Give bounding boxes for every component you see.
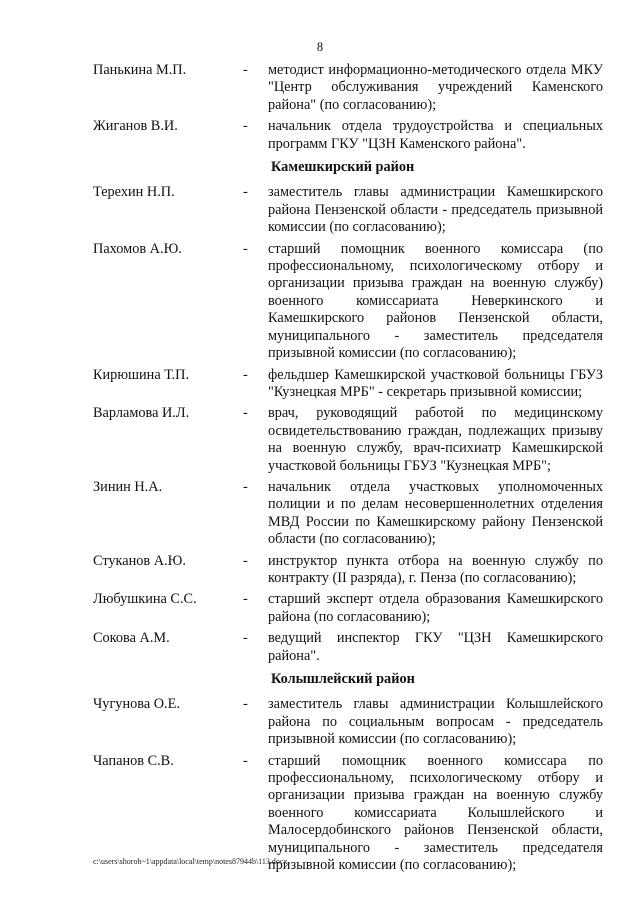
list-item [93,62,603,114]
member-name: Варламова И.Л. [93,405,190,422]
list-item [93,630,603,665]
member-name: Жиганов В.И. [93,118,178,135]
member-name: Чугунова О.Е. [93,696,180,713]
dash-separator: - [243,552,248,569]
member-name: Стуканов А.Ю. [93,552,186,569]
member-name: Терехин Н.П. [93,184,175,201]
member-role: старший эксперт отдела образования Камешкирского района (по согласованию); [268,591,603,625]
list-item [93,118,603,153]
member-name: Зинин Н.А. [93,478,163,495]
list-item [93,405,603,475]
member-name: Пахомов А.Ю. [93,240,182,257]
list-item [93,184,603,236]
page-number: 8 [316,40,324,54]
member-role: старший помощник военного комиссара по профессиональному, психологическому отбору и организации призыва граждан на военную службу военного комиссариата Колышлейского и Малосердобинского районов Пензенской области, муниципального - заместитель председателя призывной комиссии (по согласованию); [268,752,603,874]
commission-list [93,62,603,878]
list-item [93,479,603,549]
member-name: Сокова А.М. [93,630,170,647]
dash-separator: - [243,184,248,201]
member-role: заместитель главы администрации Камешкирского района Пензенской области - председатель призывной комиссии (по согласованию); [268,184,603,236]
section-heading: Колышлейский район [271,671,415,687]
section-heading: Камешкирский район [271,159,415,176]
member-role: методист информационно-методического отдела МКУ "Центр обслуживания учреждений Каменского района" (по согласованию); [268,62,603,113]
dash-separator: - [243,366,248,383]
member-name: Кирюшина Т.П. [93,366,190,383]
member-role: заместитель главы администрации Колышлейского района по социальным вопросам - председатель призывной комиссии (по согласованию); [268,696,603,748]
dash-separator: - [243,405,248,422]
dash-separator: - [243,696,248,713]
member-role: врач, руководящий работой по медицинскому освидетельствованию граждан, подлежащих призыву на военную службу, врач-психиатр Камешкирской участковой больницы ГБУЗ "Кузнецкая МРБ"; [268,405,603,474]
member-role: фельдшер Камешкирской участковой больницы ГБУЗ "Кузнецкая МРБ" - секретарь призывной комиссии; [268,366,603,400]
member-name: Чапанов С.В. [93,752,174,769]
dash-separator: - [243,240,248,257]
list-item [93,696,603,748]
list-item [93,367,603,402]
member-role: начальник отдела участковых уполномоченных полиции и по делам несовершеннолетних отделения МВД России по Камешкирскому району Пензенской области (по согласованию); [268,478,603,548]
dash-separator: - [243,591,248,608]
member-role: ведущий инспектор ГКУ "ЦЗН Камешкирского района". [268,630,603,664]
dash-separator: - [243,478,248,495]
member-role: начальник отдела трудоустройства и специальных программ ГКУ "ЦЗН Каменского района". [268,118,603,152]
list-item [93,553,603,588]
list-item [93,241,603,363]
dash-separator: - [243,118,248,135]
member-name: Панькина М.П. [93,62,187,78]
file-path-footer: c:\users\shoroh~1\appdata\local\temp\notes87944b\113.docx [93,857,288,866]
dash-separator: - [243,630,248,647]
dash-separator: - [243,62,248,78]
list-item [93,591,603,626]
member-name: Любушкина С.С. [93,591,197,608]
member-role: инструктор пункта отбора на военную службу по контракту (II разряда), г. Пенза (по согласованию); [268,552,603,586]
dash-separator: - [243,752,248,769]
member-role: старший помощник военного комиссара (по профессиональному, психологическому отбору и организации призыва граждан на военную службу) военного комиссариата Неверкинского и Камешкирского районов Пензенской области, муниципального - заместитель председателя призывной комиссии (по согласованию); [268,240,603,362]
